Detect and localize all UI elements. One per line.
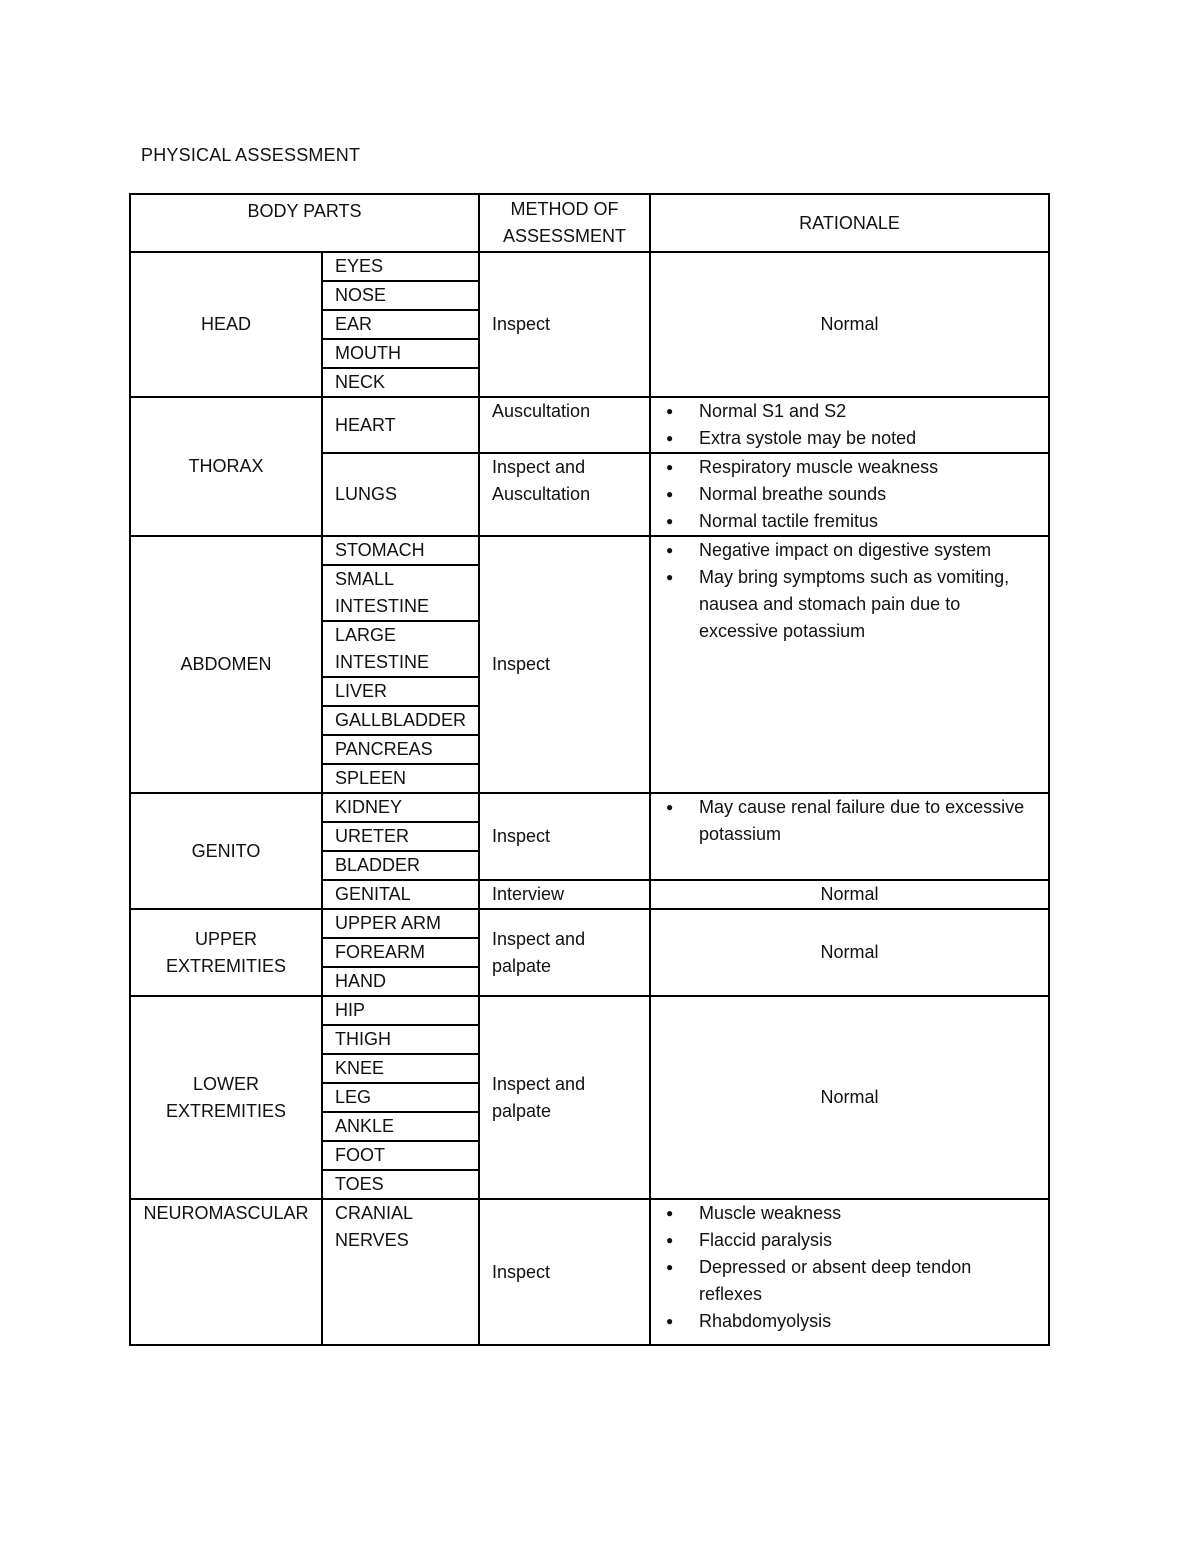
rationale-item: ● Extra systole may be noted: [663, 425, 1036, 452]
table-row: [130, 252, 1049, 281]
body-part: SMALL INTESTINE: [322, 565, 479, 621]
rationale-item: ● Negative impact on digestive system: [663, 537, 1036, 564]
header-rationale: RATIONALE: [650, 194, 1049, 252]
rationale-cell: [650, 1199, 1049, 1345]
body-part: THIGH: [322, 1025, 479, 1054]
body-part: URETER: [322, 822, 479, 851]
method-cell: Inspect and palpate: [479, 996, 650, 1199]
method-cell: Inspect and Auscultation: [479, 453, 650, 536]
method-cell: Inspect: [479, 1199, 650, 1345]
body-part: STOMACH: [322, 536, 479, 565]
body-part: UPPER ARM: [322, 909, 479, 938]
header-row: [130, 194, 1049, 252]
table-row: [130, 996, 1049, 1025]
rationale-item: ● Respiratory muscle weakness: [663, 454, 1036, 481]
body-part: EAR: [322, 310, 479, 339]
header-method: METHOD OF ASSESSMENT: [479, 194, 650, 252]
body-part: KIDNEY: [322, 793, 479, 822]
rationale-cell: Normal: [650, 252, 1049, 397]
method-cell: Auscultation: [479, 397, 650, 453]
body-part: NOSE: [322, 281, 479, 310]
body-part: LIVER: [322, 677, 479, 706]
header-body-parts: BODY PARTS: [130, 194, 479, 252]
body-part: HIP: [322, 996, 479, 1025]
method-cell: Inspect: [479, 536, 650, 793]
rationale-cell: Normal: [650, 880, 1049, 909]
section-neuromascular: NEUROMASCULAR: [130, 1199, 322, 1345]
body-part: LUNGS: [322, 453, 479, 536]
body-part: CRANIAL NERVES: [322, 1199, 479, 1345]
table-row: [130, 1199, 1049, 1345]
body-part: LARGE INTESTINE: [322, 621, 479, 677]
body-part: NECK: [322, 368, 479, 397]
body-part: FOREARM: [322, 938, 479, 967]
rationale-item: ● Normal tactile fremitus: [663, 508, 1036, 535]
rationale-item: ● Normal S1 and S2: [663, 398, 1036, 425]
table-row: [130, 793, 1049, 822]
method-cell: Inspect: [479, 252, 650, 397]
table-row: [130, 397, 1049, 453]
rationale-item: ● Muscle weakness: [663, 1200, 1036, 1227]
body-part: LEG: [322, 1083, 479, 1112]
section-thorax: THORAX: [130, 397, 322, 536]
rationale-item: ● Depressed or absent deep tendon reflexes: [663, 1254, 1036, 1308]
page-title: PHYSICAL ASSESSMENT: [141, 145, 361, 165]
body-part: KNEE: [322, 1054, 479, 1083]
rationale-item: ● Rhabdomyolysis: [663, 1308, 1036, 1335]
body-part: EYES: [322, 252, 479, 281]
body-part: FOOT: [322, 1141, 479, 1170]
method-cell: Interview: [479, 880, 650, 909]
method-cell: Inspect: [479, 793, 650, 880]
section-upper-extremities: UPPER EXTREMITIES: [130, 909, 322, 996]
table-row: [130, 536, 1049, 565]
rationale-cell: [650, 453, 1049, 536]
rationale-cell: [650, 536, 1049, 793]
rationale-cell: Normal: [650, 909, 1049, 996]
body-part: TOES: [322, 1170, 479, 1199]
body-part: HEART: [322, 397, 479, 453]
method-cell: Inspect and palpate: [479, 909, 650, 996]
body-part: GALLBLADDER: [322, 706, 479, 735]
section-head: HEAD: [130, 252, 322, 397]
section-abdomen: ABDOMEN: [130, 536, 322, 793]
body-part: ANKLE: [322, 1112, 479, 1141]
table-row: [130, 909, 1049, 938]
rationale-cell: Normal: [650, 996, 1049, 1199]
body-part: MOUTH: [322, 339, 479, 368]
rationale-item: ● Normal breathe sounds: [663, 481, 1036, 508]
body-part: PANCREAS: [322, 735, 479, 764]
assessment-table: [129, 193, 1050, 1346]
rationale-item: ● May cause renal failure due to excessive potassium: [663, 794, 1036, 848]
body-part: GENITAL: [322, 880, 479, 909]
rationale-item: ● May bring symptoms such as vomiting, nausea and stomach pain due to excessive potassium: [663, 564, 1036, 645]
body-part: HAND: [322, 967, 479, 996]
body-part: SPLEEN: [322, 764, 479, 793]
section-lower-extremities: LOWER EXTREMITIES: [130, 996, 322, 1199]
body-part: BLADDER: [322, 851, 479, 880]
section-genito: GENITO: [130, 793, 322, 909]
rationale-item: ● Flaccid paralysis: [663, 1227, 1036, 1254]
rationale-cell: [650, 793, 1049, 880]
rationale-cell: [650, 397, 1049, 453]
